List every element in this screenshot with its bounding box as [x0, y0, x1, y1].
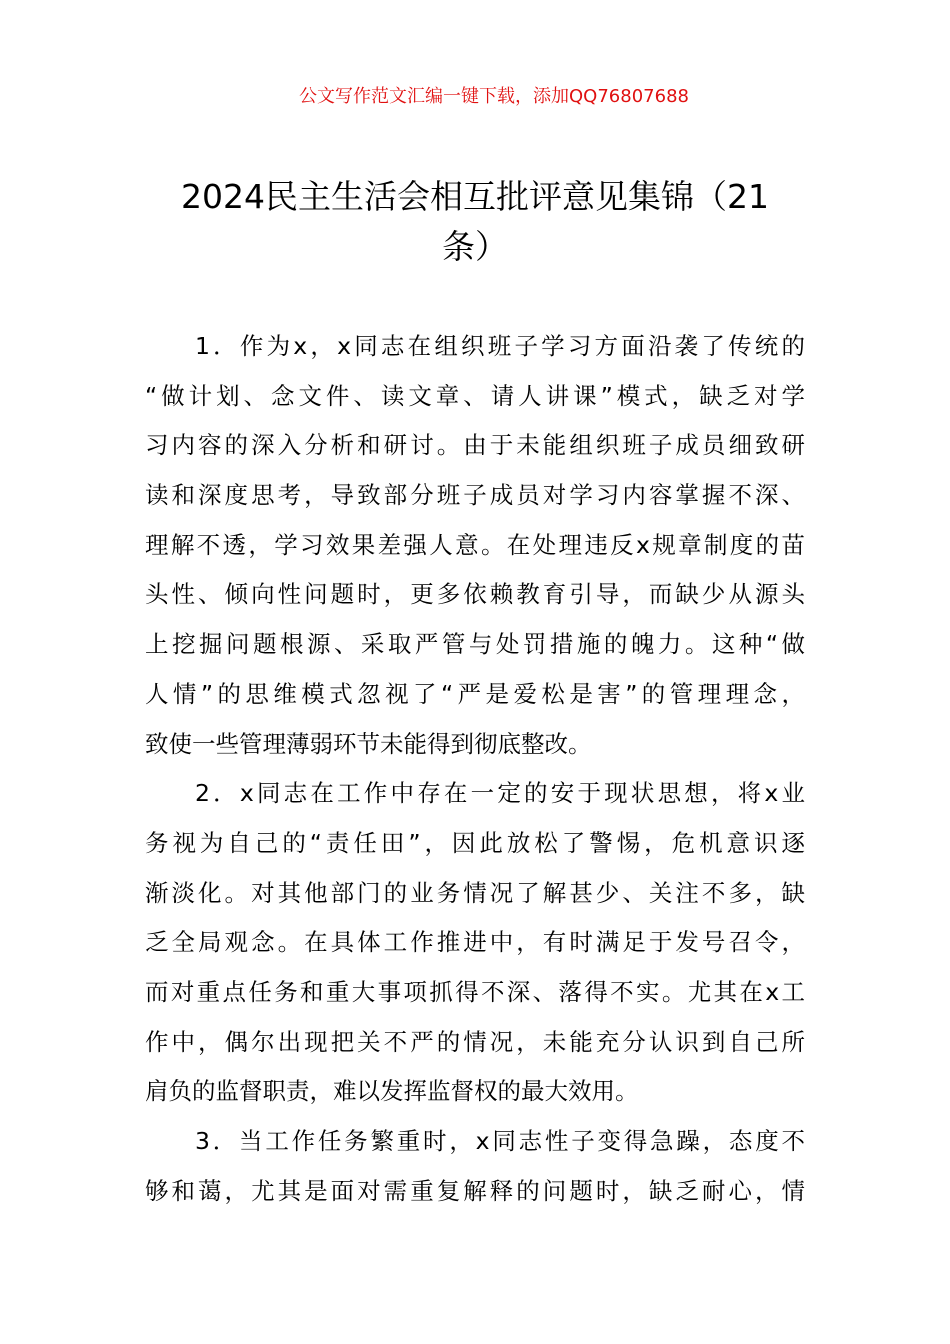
paragraph: [145, 1117, 805, 1216]
paragraph-line: 头性、倾向性问题时，更多依赖教育引导，而缺少从源头: [145, 580, 805, 609]
paragraph: [145, 322, 805, 769]
paragraph: [145, 769, 805, 1117]
title-line-2: 条）: [442, 227, 508, 266]
paragraph-line: 够和蔼，尤其是面对需重复解释的问题时，缺乏耐心，情: [145, 1176, 805, 1205]
paragraph-line: 3．当工作任务繁重时，x同志性子变得急躁，态度不: [195, 1127, 805, 1155]
download-notice: 公文写作范文汇编一键下载，添加QQ76807688: [299, 86, 689, 107]
paragraph-line: 乏全局观念。在具体工作推进中，有时满足于发号召令，: [145, 928, 805, 957]
paragraph-line: 作中，偶尔出现把关不严的情况，未能充分认识到自己所: [145, 1027, 805, 1056]
document-body: [145, 322, 805, 1216]
paragraph-line: 1．作为x，x同志在组织班子学习方面沿袭了传统的: [195, 332, 805, 360]
paragraph-line: 人情”的思维模式忽视了“严是爱松是害”的管理理念，: [145, 679, 805, 708]
paragraph-line: 上挖掘问题根源、采取严管与处罚措施的魄力。这种“做: [145, 630, 805, 659]
paragraph-line: 2．x同志在工作中存在一定的安于现状思想，将x业: [195, 779, 805, 808]
document-title: [160, 172, 790, 272]
paragraph-line: “做计划、念文件、读文章、请人讲课”模式，缺乏对学: [145, 381, 805, 410]
paragraph-line: 习内容的深入分析和研讨。由于未能组织班子成员细致研: [145, 431, 805, 460]
paragraph-line: 渐淡化。对其他部门的业务情况了解甚少、关注不多，缺: [145, 878, 805, 907]
paragraph-line: 而对重点任务和重大事项抓得不深、落得不实。尤其在x工: [145, 977, 805, 1006]
title-line-1: 2024民主生活会相互批评意见集锦（21: [181, 177, 769, 216]
paragraph-line: 读和深度思考，导致部分班子成员对学习内容掌握不深、: [145, 481, 805, 510]
paragraph-line: 务视为自己的“责任田”，因此放松了警惕，危机意识逐: [145, 828, 805, 857]
paragraph-line: 肩负的监督职责，难以发挥监督权的最大效用。: [145, 1077, 639, 1106]
paragraph-line: 致使一些管理薄弱环节未能得到彻底整改。: [145, 729, 592, 758]
paragraph-line: 理解不透，学习效果差强人意。在处理违反x规章制度的苗: [145, 530, 805, 559]
